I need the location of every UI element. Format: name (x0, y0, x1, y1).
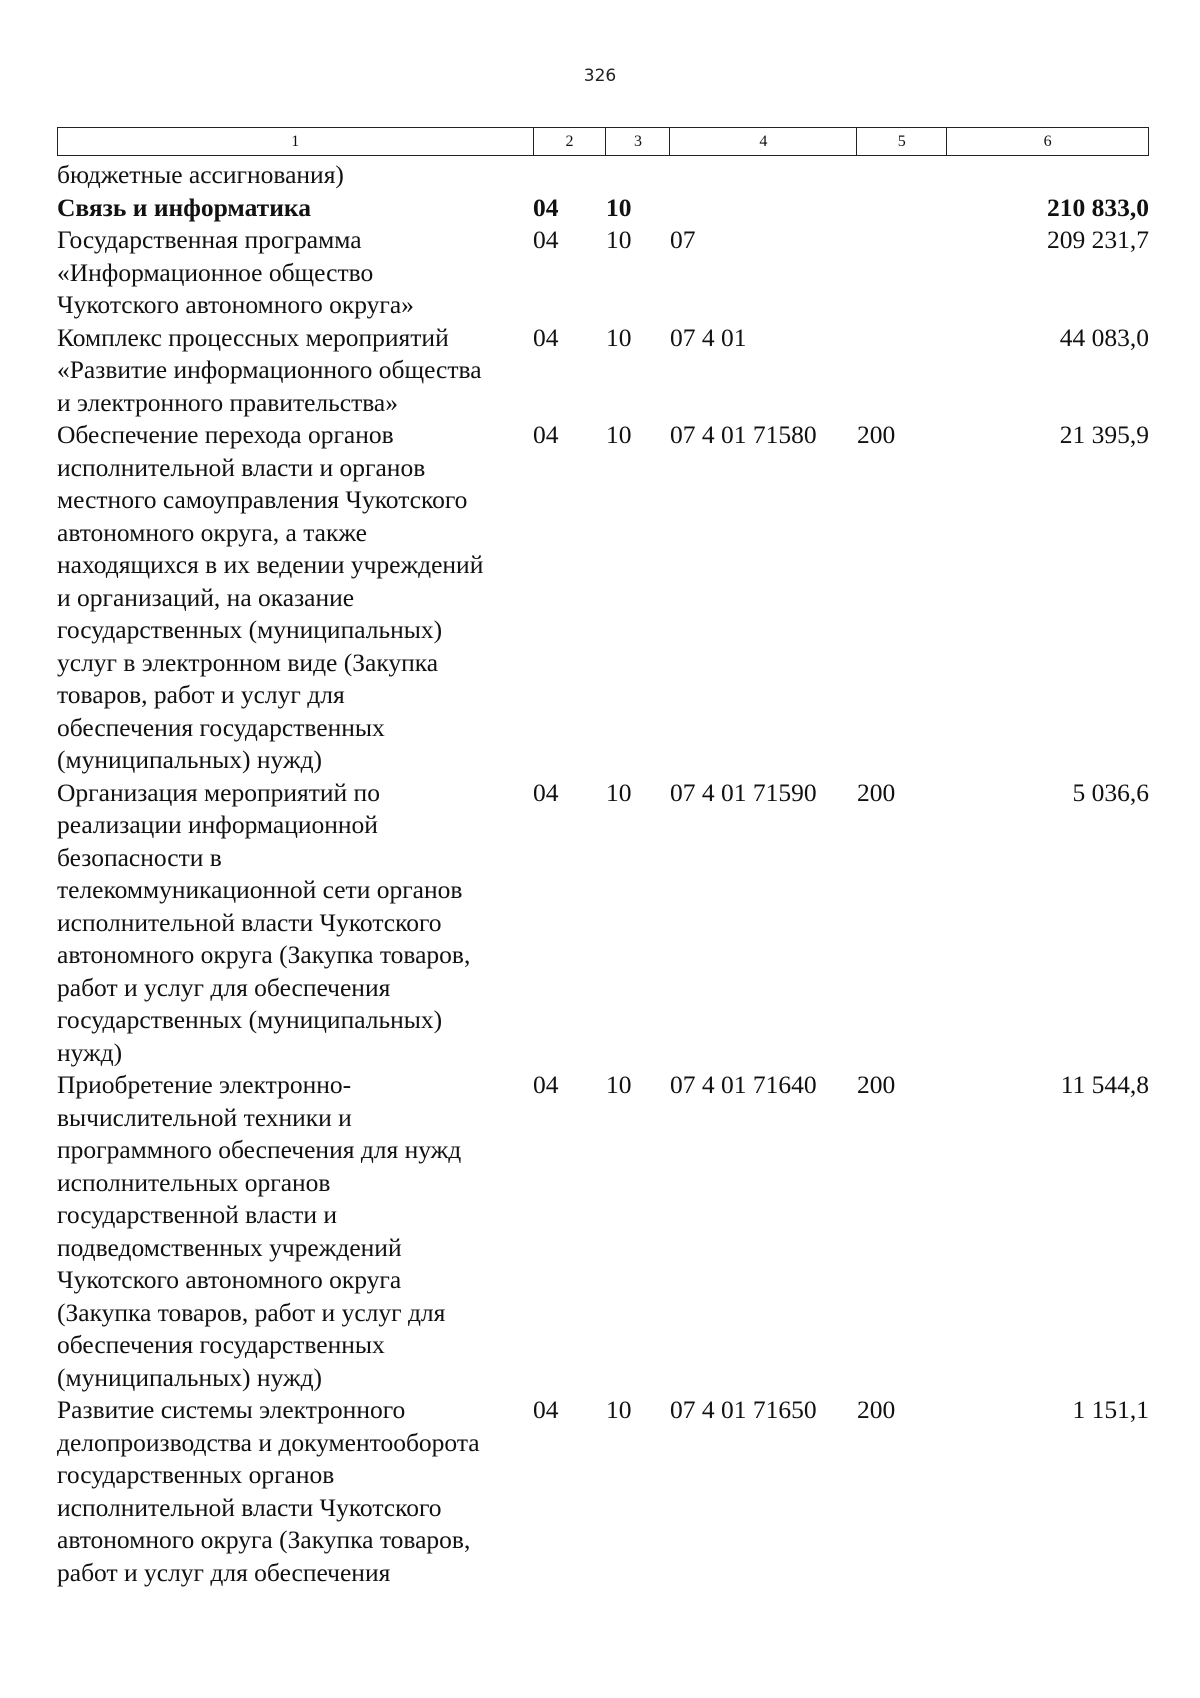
section-code: 04 (533, 225, 559, 254)
subsection-code: 10 (606, 322, 632, 352)
subsection-code: 10 (606, 420, 632, 449)
row-name-line: (муниципальных) нужд) (57, 745, 323, 774)
row-name-line: Чукотского автономного округа» (57, 290, 414, 319)
row-name-line: автономного округа (Закупка товаров, (57, 940, 471, 969)
target-article-code: 07 4 01 (670, 322, 747, 352)
budget-rows (57, 159, 1149, 1589)
row-name-line: телекоммуникационной сети органов (57, 875, 463, 904)
row-name-line: исполнительных органов (57, 1167, 331, 1197)
row-name-line: исполнительной власти Чукотского (57, 907, 442, 937)
table-row (57, 419, 1149, 777)
row-name-line: автономного округа, а также (57, 517, 367, 547)
target-article-code (670, 192, 857, 225)
amount: 5 036,6 (1072, 777, 1149, 807)
row-name-line: вычислительной техники и (57, 1102, 352, 1132)
table-row (57, 224, 1149, 322)
row-name-line: и организаций, на оказание (57, 582, 355, 612)
row-name-line: Связь и информатика (57, 192, 311, 222)
amount: 11 544,8 (1060, 1070, 1149, 1099)
subsection-code: 10 (606, 192, 632, 222)
amount (947, 159, 1149, 192)
row-name-line: обеспечения государственных (57, 712, 385, 742)
amount: 209 231,7 (1047, 225, 1149, 254)
row-name-line: государственной власти и (57, 1200, 337, 1229)
section-code: 04 (533, 777, 559, 807)
row-name (57, 419, 533, 777)
row-name-line: Приобретение электронно- (57, 1070, 352, 1099)
row-name-line: программного обеспечения для нужд (57, 1135, 462, 1164)
subsection-code: 10 (606, 777, 632, 807)
expense-type-code: 200 (857, 420, 896, 449)
row-name-line: государственных органов (57, 1460, 335, 1489)
header-col-2: 2 (533, 128, 606, 156)
subsection-code: 10 (606, 225, 632, 254)
row-name-line: «Информационное общество (57, 257, 374, 287)
section-code: 04 (533, 322, 559, 352)
section-code: 04 (533, 192, 559, 222)
amount: 210 833,0 (1047, 192, 1149, 222)
row-name-line: работ и услуг для обеспечения (57, 1557, 391, 1587)
target-article-code: 07 4 01 71650 (670, 1395, 817, 1424)
table-row (57, 1394, 1149, 1589)
subsection-code (606, 159, 670, 192)
row-name-line: делопроизводства и документооборота (57, 1427, 480, 1457)
row-name (57, 224, 533, 322)
table-row (57, 192, 1149, 225)
expense-type-code: 200 (857, 777, 896, 807)
page-number: 326 (583, 66, 617, 86)
section-code: 04 (533, 1070, 559, 1099)
row-name (57, 192, 533, 225)
row-name-line: (Закупка товаров, работ и услуг для (57, 1297, 446, 1327)
table-row (57, 159, 1149, 192)
row-name-line: «Развитие информационного общества (57, 355, 482, 384)
header-col-6: 6 (947, 128, 1149, 156)
row-name-line: государственных (муниципальных) (57, 1005, 443, 1034)
row-name-line: Комплекс процессных мероприятий (57, 322, 449, 352)
row-name-line: товаров, работ и услуг для (57, 680, 345, 709)
row-name-line: работ и услуг для обеспечения (57, 972, 391, 1002)
row-name-line: Обеспечение перехода органов (57, 420, 394, 449)
row-name-line: нужд) (57, 1037, 123, 1067)
row-name (57, 777, 533, 1070)
amount: 44 083,0 (1059, 322, 1149, 352)
expense-type-code (857, 224, 947, 322)
row-name-line: исполнительной власти Чукотского (57, 1492, 442, 1522)
column-number-header (57, 127, 1149, 156)
row-name-line: (муниципальных) нужд) (57, 1362, 323, 1392)
expense-type-code (857, 322, 947, 420)
table-row (57, 777, 1149, 1070)
row-name-line: бюджетные ассигнования) (57, 160, 344, 189)
row-name-line: Развитие системы электронного (57, 1395, 406, 1424)
header-col-4: 4 (670, 128, 857, 156)
row-name-line: подведомственных учреждений (57, 1232, 402, 1262)
row-name-line: Чукотского автономного округа (57, 1265, 402, 1294)
target-article-code: 07 4 01 71640 (670, 1070, 817, 1099)
expense-type-code: 200 (857, 1395, 896, 1424)
target-article-code: 07 4 01 71590 (670, 777, 817, 807)
row-name-line: услуг в электронном виде (Закупка (57, 647, 439, 677)
expense-type-code (857, 159, 947, 192)
row-name-line: исполнительной власти и органов (57, 452, 426, 482)
header-col-1: 1 (58, 128, 534, 156)
row-name (57, 1069, 533, 1394)
expense-type-code: 200 (857, 1070, 896, 1099)
row-name-line: Государственная программа (57, 225, 362, 254)
row-name-line: безопасности в (57, 842, 222, 872)
row-name-line: обеспечения государственных (57, 1330, 385, 1359)
header-col-3: 3 (606, 128, 670, 156)
row-name-line: и электронного правительства» (57, 387, 399, 417)
row-name-line: Организация мероприятий по (57, 777, 380, 807)
row-name (57, 1394, 533, 1589)
section-code: 04 (533, 420, 559, 449)
row-name-line: автономного округа (Закупка товаров, (57, 1525, 471, 1554)
amount: 1 151,1 (1072, 1395, 1149, 1424)
amount: 21 395,9 (1059, 420, 1149, 449)
section-code: 04 (533, 1395, 559, 1424)
row-name-line: местного самоуправления Чукотского (57, 485, 468, 514)
section-code (533, 159, 606, 192)
row-name-line: реализации информационной (57, 810, 378, 839)
table-row (57, 322, 1149, 420)
header-col-5: 5 (857, 128, 947, 156)
subsection-code: 10 (606, 1070, 632, 1099)
table-row (57, 1069, 1149, 1394)
target-article-code (670, 159, 857, 192)
row-name-line: находящихся в их ведении учреждений (57, 550, 484, 579)
row-name (57, 322, 533, 420)
subsection-code: 10 (606, 1395, 632, 1424)
target-article-code: 07 (670, 225, 696, 254)
target-article-code: 07 4 01 71580 (670, 420, 817, 449)
row-name (57, 159, 533, 192)
row-name-line: государственных (муниципальных) (57, 615, 443, 644)
expense-type-code (857, 192, 947, 225)
